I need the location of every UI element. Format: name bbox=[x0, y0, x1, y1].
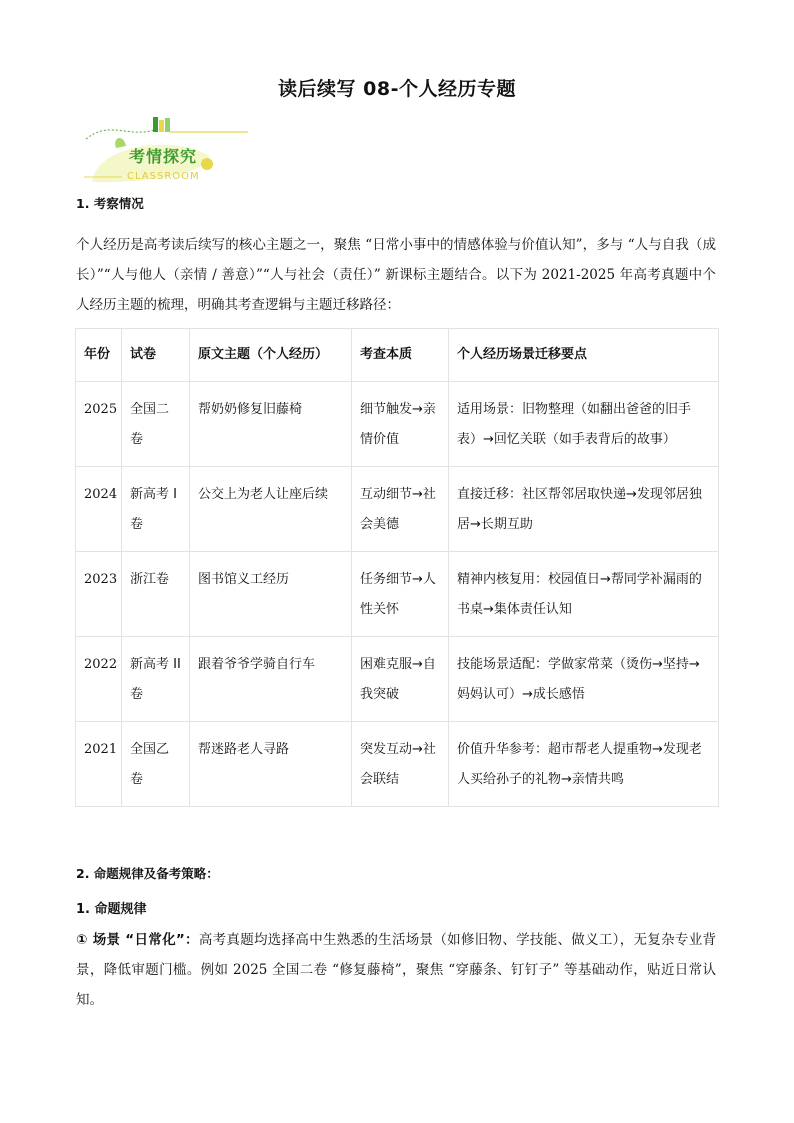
table-row bbox=[76, 552, 719, 637]
cell-essence: 细节触发→亲情价值 bbox=[352, 382, 449, 467]
cell-transfer-points: 精神内核复用：校园值日→帮同学补漏雨的书桌→集体责任认知 bbox=[449, 552, 719, 637]
section-1-heading: 1. 考察情况 bbox=[76, 196, 144, 211]
section-2-heading: 2. 命题规律及备考策略： bbox=[76, 866, 219, 881]
cell-topic: 帮奶奶修复旧藤椅 bbox=[190, 382, 352, 467]
rule-1-paragraph bbox=[76, 925, 716, 1015]
cell-transfer-points: 价值升华参考：超市帮老人提重物→发现老人买给孙子的礼物→亲情共鸣 bbox=[449, 722, 719, 807]
header-transfer-points: 个人经历场景迁移要点 bbox=[449, 329, 719, 382]
cell-paper: 全国二卷 bbox=[122, 382, 190, 467]
cell-transfer-points: 适用场景：旧物整理（如翻出爸爸的旧手表）→回忆关联（如手表背后的故事） bbox=[449, 382, 719, 467]
cell-essence: 互动细节→社会美德 bbox=[352, 467, 449, 552]
table-row bbox=[76, 382, 719, 467]
cell-year: 2025 bbox=[76, 382, 122, 467]
cell-paper: 浙江卷 bbox=[122, 552, 190, 637]
cell-year: 2021 bbox=[76, 722, 122, 807]
cell-paper: 新高考 I 卷 bbox=[122, 467, 190, 552]
table-header-row bbox=[76, 329, 719, 382]
header-year: 年份 bbox=[76, 329, 122, 382]
cell-year: 2023 bbox=[76, 552, 122, 637]
banner-subheading: CLASSROOM bbox=[127, 171, 200, 182]
rule-1-label: ① 场景 “日常化”： bbox=[76, 932, 199, 948]
cell-topic: 公交上为老人让座后续 bbox=[190, 467, 352, 552]
table-row bbox=[76, 467, 719, 552]
exam-topics-table bbox=[75, 328, 719, 807]
cell-topic: 帮迷路老人寻路 bbox=[190, 722, 352, 807]
cell-paper: 新高考 II 卷 bbox=[122, 637, 190, 722]
cell-topic: 图书馆义工经历 bbox=[190, 552, 352, 637]
cell-year: 2024 bbox=[76, 467, 122, 552]
rules-subheading: 1. 命题规律 bbox=[76, 902, 147, 917]
banner-heading: 考情探究 bbox=[129, 147, 198, 166]
cell-paper: 全国乙卷 bbox=[122, 722, 190, 807]
rule-1-text: 高考真题均选择高中生熟悉的生活场景（如修旧物、学技能、做义工），无复杂专业背景，降低审题门槛。例如 2025 全国二卷 “修复藤椅”，聚焦 “穿藤条、钉钉子” 等基础动作，贴近日常认知。 bbox=[76, 932, 717, 1008]
cell-essence: 突发互动→社会联结 bbox=[352, 722, 449, 807]
cell-transfer-points: 技能场景适配：学做家常菜（烫伤→坚持→妈妈认可）→成长感悟 bbox=[449, 637, 719, 722]
exam-analysis-banner bbox=[84, 112, 254, 187]
cell-topic: 跟着爷爷学骑自行车 bbox=[190, 637, 352, 722]
cell-essence: 困难克服→自我突破 bbox=[352, 637, 449, 722]
section-1-intro: 个人经历是高考读后续写的核心主题之一，聚焦 “日常小事中的情感体验与价值认知”，多与 “人与自我（成长）”“人与他人（亲情 / 善意）”“人与社会（责任）” 新课标主题结合。以下为 2021-2025 年高考真题中个人经历主题的梳理，明确其考查逻辑与主题迁移路径： bbox=[76, 237, 716, 313]
header-topic: 原文主题（个人经历） bbox=[190, 329, 352, 382]
table-row bbox=[76, 722, 719, 807]
document-title: 读后续写 08-个人经历专题 bbox=[278, 78, 516, 100]
cell-year: 2022 bbox=[76, 637, 122, 722]
cell-essence: 任务细节→人性关怀 bbox=[352, 552, 449, 637]
cell-transfer-points: 直接迁移：社区帮邻居取快递→发现邻居独居→长期互助 bbox=[449, 467, 719, 552]
table-row bbox=[76, 637, 719, 722]
header-essence: 考查本质 bbox=[352, 329, 449, 382]
header-paper: 试卷 bbox=[122, 329, 190, 382]
